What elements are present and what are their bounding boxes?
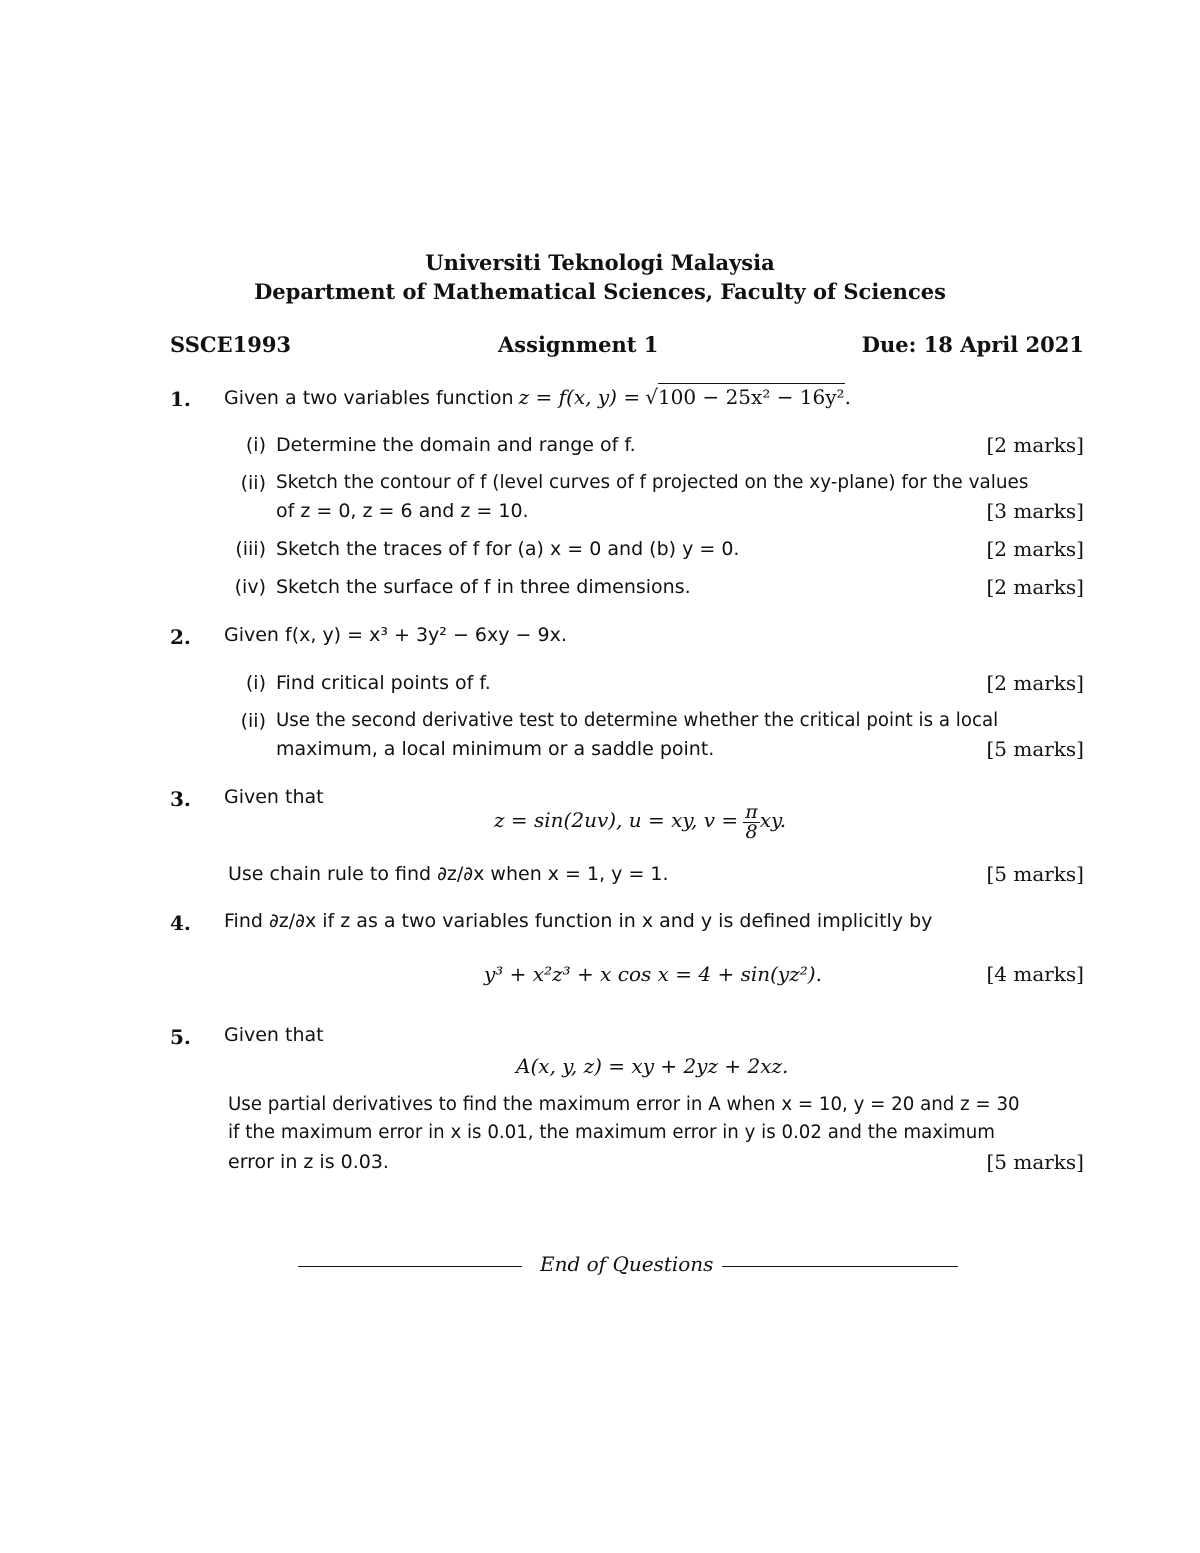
question-1-intro-end: . <box>844 385 851 409</box>
university-title: Universiti Teknologi Malaysia <box>425 250 775 275</box>
question-3-equation-left: z = sin(2uv), u = xy, v = <box>494 808 739 832</box>
question-1-intro <box>224 385 851 409</box>
pi-over-8-fraction <box>743 803 760 842</box>
question-3-number: 3. <box>170 787 191 811</box>
q1-part-i-text: Determine the domain and range of f. <box>276 434 636 456</box>
q1-part-i-label: (i) <box>245 434 266 456</box>
question-5-body-line-1: Use partial derivatives to find the maximum error in A when x = 10, y = 20 and z = 30 <box>228 1094 1020 1115</box>
q2-part-i-marks: [2 marks] <box>986 671 1084 695</box>
footer-rule-right <box>722 1266 958 1267</box>
assignment-title: Assignment 1 <box>498 332 659 357</box>
due-date: Due: 18 April 2021 <box>861 332 1084 357</box>
q2-part-ii-marks: [5 marks] <box>986 737 1084 761</box>
question-2-number: 2. <box>170 625 191 649</box>
q1-part-ii-text-continued: of z = 0, z = 6 and z = 10. <box>276 500 529 522</box>
question-3-body: Use chain rule to find ∂z/∂x when x = 1, y = 1. <box>228 863 669 885</box>
q1-part-iii-label: (iii) <box>235 538 266 560</box>
footer-rule-left <box>298 1266 522 1267</box>
question-4-equation: y³ + x²z³ + x cos x = 4 + sin(yz²). <box>484 962 822 986</box>
q1-part-iii-marks: [2 marks] <box>986 537 1084 561</box>
question-4-marks: [4 marks] <box>986 962 1084 986</box>
question-5-equation: A(x, y, z) = xy + 2yz + 2xz. <box>516 1054 789 1078</box>
q1-part-iv-text: Sketch the surface of f in three dimensions. <box>276 576 691 598</box>
question-5-body-line-2: if the maximum error in x is 0.01, the maximum error in y is 0.02 and the maximum <box>228 1122 995 1143</box>
department-title: Department of Mathematical Sciences, Faculty of Sciences <box>254 279 946 304</box>
question-3-equation <box>494 803 786 842</box>
q1-part-iv-marks: [2 marks] <box>986 575 1084 599</box>
question-1-sqrt-expression: 100 − 25x² − 16y² <box>657 385 845 409</box>
question-5-body-line-3: error in z is 0.03. <box>228 1151 389 1173</box>
course-code: SSCE1993 <box>170 332 292 357</box>
question-3-intro: Given that <box>224 786 324 808</box>
q2-part-ii-label: (ii) <box>240 710 266 732</box>
q2-part-i-label: (i) <box>245 672 266 694</box>
question-5-marks: [5 marks] <box>986 1150 1084 1174</box>
q1-part-iii-text: Sketch the traces of f for (a) x = 0 and (b) y = 0. <box>276 538 740 560</box>
question-5-intro: Given that <box>224 1024 324 1046</box>
question-2-intro: Given f(x, y) = x³ + 3y² − 6xy − 9x. <box>224 624 567 646</box>
end-of-questions: End of Questions <box>540 1252 714 1276</box>
question-4-intro: Find ∂z/∂x if z as a two variables function in x and y is defined implicitly by <box>224 910 933 932</box>
question-1-intro-text: Given a two variables function <box>224 387 514 409</box>
question-3-marks: [5 marks] <box>986 862 1084 886</box>
q1-part-ii-label: (ii) <box>240 472 266 494</box>
question-5-number: 5. <box>170 1025 191 1049</box>
question-4-number: 4. <box>170 911 191 935</box>
question-1-number: 1. <box>170 387 191 411</box>
fraction-denominator: 8 <box>745 821 758 843</box>
q1-part-ii-text: Sketch the contour of f (level curves of f projected on the xy-plane) for the values <box>276 472 1029 493</box>
q1-part-i-marks: [2 marks] <box>986 433 1084 457</box>
fraction-numerator: π <box>745 801 758 823</box>
q1-part-iv-label: (iv) <box>234 576 266 598</box>
sqrt-sign: √ <box>645 385 658 409</box>
q1-part-ii-marks: [3 marks] <box>986 499 1084 523</box>
q2-part-ii-text-continued: maximum, a local minimum or a saddle point. <box>276 738 715 760</box>
question-1-intro-math: z = f(x, y) = <box>518 385 641 409</box>
question-3-equation-right: xy. <box>759 808 787 832</box>
q2-part-ii-text: Use the second derivative test to determine whether the critical point is a local <box>276 710 999 731</box>
q2-part-i-text: Find critical points of f. <box>276 672 491 694</box>
